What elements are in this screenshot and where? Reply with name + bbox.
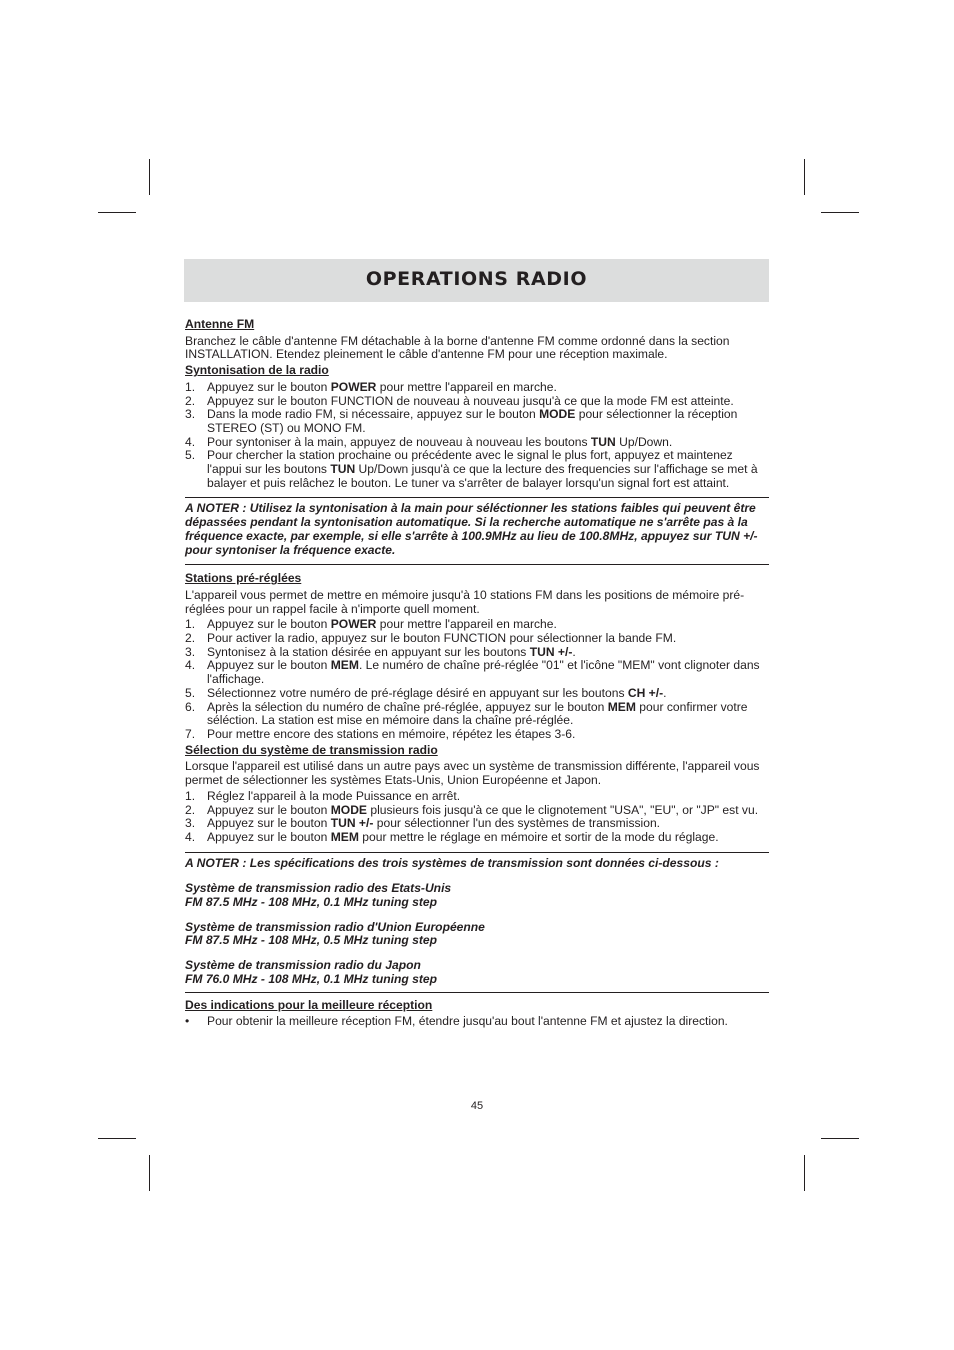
crop-mark [149,1155,150,1191]
eu-system-spec: FM 87.5 MHz - 108 MHz, 0.5 MHz tuning step [185,933,437,948]
page-title: OPERATIONS RADIO [365,268,588,290]
system-text: Lorsque l'appareil est utilisé dans un autre pays avec un système de transmission différente, l'appareil vous permet de sélectionner les systèmes Etats-Unis, Union Européenne et Japon. [185,759,760,788]
list-item: 4. Appuyez sur le bouton MEM. Le numéro de chaîne pré-réglée "01" et l'icône "MEM" vont clignoter dans l'affichage. [185,658,760,687]
crop-mark [821,1138,859,1139]
main-content [185,318,769,1031]
crop-mark [98,212,136,213]
crop-mark [149,159,150,195]
list-item: • Pour obtenir la meilleure réception FM, étendre jusqu'au bout l'antenne FM et ajustez la direction. [185,1014,728,1029]
section-heading-system: Sélection du système de transmission radio [185,742,438,757]
antenna-text: Branchez le câble d'antenne FM détachable à la borne d'antenne FM comme ordonné dans la section INSTALLATION. Etendez pleinement le câble d'antenne FM pour une réception maximale. [185,333,730,362]
list-item: 1. Réglez l'appareil à la mode Puissance en arrêt. [185,788,461,803]
list-item: 3. Appuyez sur le bouton TUN +/- pour sélectionner l'un des systèmes de transmission. [185,816,661,831]
crop-mark [804,159,805,195]
section-heading-presets: Stations pré-réglées [185,571,302,586]
eu-system-title: Système de transmission radio d'Union Européenne [185,919,485,934]
list-item: 5. Pour chercher la station prochaine ou précédente avec le signal le plus fort, appuyez et maintenez l'appui sur les boutons TUN Up/Down jusqu'à ce que la lecture des frequencies sur l'affichage se met à balayer et puis relâchez le bouton. Le tuner va s'arrêter de balayer lorsqu'un signal fort est attaint. [185,448,758,490]
list-item: 1. Appuyez sur le bouton POWER pour mettre l'appareil en marche. [185,379,557,394]
divider [185,564,769,565]
list-item: 2. Pour activer la radio, appuyez sur le bouton FUNCTION pour sélectionner la bande FM. [185,631,677,646]
jp-system-spec: FM 76.0 MHz - 108 MHz, 0.1 MHz tuning step [185,971,437,986]
list-item: 3. Dans la mode radio FM, si nécessaire, appuyez sur le bouton MODE pour sélectionner la réception STEREO (ST) ou MONO FM. [185,407,738,435]
tuning-steps [185,381,769,491]
note-systems-intro: A NOTER : Les spécifications des trois systèmes de transmission sont données ci-dessous : [185,855,719,870]
list-item: 5. Sélectionnez votre numéro de pré-réglage désiré en appuyant sur les boutons CH +/-. [185,685,667,700]
list-item: 7. Pour mettre encore des stations en mémoire, répétez les étapes 3-6. [185,726,576,741]
list-item: 4. Pour syntoniser à la main, appuyez de nouveau à nouveau les boutons TUN Up/Down. [185,434,673,449]
presets-text: L'appareil vous permet de mettre en mémoire jusqu'à 10 stations FM dans les positions de mémoire pré-réglées pour un rappel facile à n'importe quell moment. [185,587,745,616]
page-number: 45 [470,1100,484,1112]
divider [185,852,769,853]
crop-mark [821,212,859,213]
crop-mark [98,1138,136,1139]
list-item: 4. Appuyez sur le bouton MEM pour mettre le réglage en mémoire et sortir de la mode du réglage. [185,829,719,844]
list-item: 2. Appuyez sur le bouton MODE plusieurs fois jusqu'à ce que le clignotement "USA", "EU", or "JP" est vu. [185,802,759,817]
divider [185,992,769,993]
title-bar [184,259,769,302]
divider [185,497,769,498]
usa-system-title: Système de transmission radio des Etats-Unis [185,881,452,896]
crop-mark [804,1155,805,1191]
list-item: 1. Appuyez sur le bouton POWER pour mettre l'appareil en marche. [185,617,557,632]
note-tuning: A NOTER : Utilisez la syntonisation à la main pour séléctionner les stations faibles qui peuvent être dépassées pendant la syntonisation automatique. Si la recherche automatique ne s'arrête pas à la fréquence exacte, par exemple, si elle s'arrête à 100.9MHz au lieu de 100.8MHz, appuyez sur TUN +/- pour syntoniser la fréquence exacte. [185,501,758,557]
usa-system-spec: FM 87.5 MHz - 108 MHz, 0.1 MHz tuning step [185,895,437,910]
jp-system-title: Système de transmission radio du Japon [185,958,421,973]
system-steps [185,790,769,845]
preset-steps [185,618,769,741]
section-heading-tips: Des indications pour la meilleure réception [185,997,433,1012]
list-item: 6. Après la sélection du numéro de chaîne pré-réglée, appuyez sur le bouton MEM pour confirmer votre séléction. La station est mise en mémoire dans la chaîne pré-réglée. [185,699,748,728]
section-heading-tuning: Syntonisation de la radio [185,363,329,378]
bullet: • [185,1014,190,1029]
section-heading-antenna: Antenne FM [185,317,255,331]
tips-list [185,1015,769,1029]
list-item: 2. Appuyez sur le bouton FUNCTION de nouveau à nouveau jusqu'à ce que la mode FM est atteinte. [185,393,734,408]
list-item: 3. Syntonisez à la station désirée en appuyant sur les boutons TUN +/-. [185,644,576,659]
